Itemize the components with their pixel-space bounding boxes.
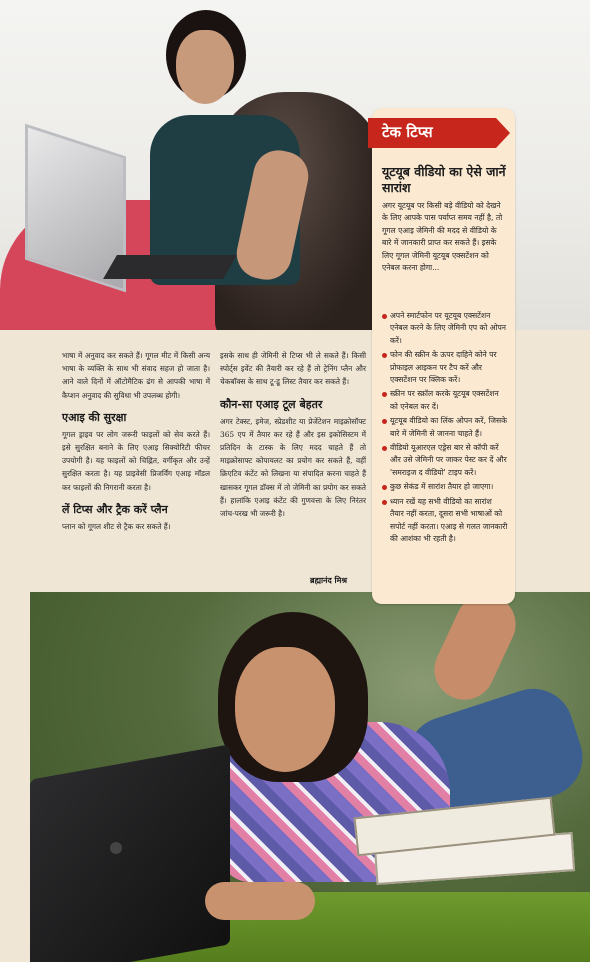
list-item-text: अपने स्मार्टफोन पर यूटयूब एक्सटेंशन एनेबल करने के लिए जेमिनी एप को ओपन करें। <box>390 311 507 345</box>
list-item <box>382 442 508 479</box>
list-item-text: ध्यान रखें यह सभी वीडियो का सारांश तैयार नहीं करता, दूसरा सभी भाषाओं को सपोर्ट नहीं करता। एआइ से गलत जानकारी की आशंका भी रहती है। <box>390 496 508 543</box>
subheading: लें टिप्स और ट्रैक करें प्लैन <box>62 502 168 516</box>
photo-shape <box>176 30 234 104</box>
list-item <box>382 388 508 413</box>
header-arrow-icon <box>496 118 510 148</box>
photo-shape <box>110 842 122 854</box>
subheading: एआइ की सुरक्षा <box>62 410 127 424</box>
bullet-icon <box>382 392 387 397</box>
list-item-text: स्क्रीन पर स्क्रॉल करके यूटयूब एक्सटेंशन को एनेबल कर दें। <box>390 389 499 411</box>
list-item-text: यूटयूब वीडियो का लिंक ओपन करें, जिसके बारे में जेमिनी से जानना चाहते हैं। <box>390 416 508 438</box>
paragraph: गूगल ड्राइव पर लोग जरूरी फाइलों को सेव करते हैं। इसे सुरक्षित बनाने के लिए एआइ सिक्योरिटी फीचर उपयोगी है। यह फाइलों को चिह्नित, वर्गीकृत और उन्हें सुरक्षित करता है। यह प्राइवेसी प्रिजर्विंग एआइ मॉडल कर फाइलों की निगरानी करता है। <box>62 429 210 492</box>
tip-intro: अगर यूटयूब पर किसी बड़े वीडियो को देखने के लिए आपके पास पर्याप्त समय नहीं है, तो गूगल एआइ जेमिनी की मदद से वीडियो के बारे में जानकारी प्राप्त कर सकते हैं। इसके लिए गूगल जेमिनी यूटयूब एक्सटेंशन को एनेबल करना होगा... <box>382 201 503 273</box>
paragraph: इसके साथ ही जेमिनी से टिप्स भी ले सकते हैं। किसी स्पोर्ट्स इवेंट की तैयारी कर रहे हैं तो ट्रेनिंग प्लैन और चेकबॉक्स के साथ टू-डू लिस्ट तैयार कर सकते हैं। <box>220 351 366 387</box>
photo-shape <box>425 592 526 710</box>
photo-shape <box>235 647 335 772</box>
photo-shape <box>103 255 237 279</box>
list-item-text: वीडियो यूआरएल एड्रेस बार से कॉपी करें और उसे जेमिनी पर जाकर पेस्ट कर दें और 'समराइज द वीडियो' टाइप करें। <box>390 443 507 477</box>
bullet-icon <box>382 500 387 505</box>
tip-list <box>382 310 508 547</box>
page-margin <box>0 330 30 592</box>
bullet-icon <box>382 446 387 451</box>
article-column-1 <box>62 349 210 533</box>
list-item-text: कुछ सेकंड में सारांश तैयार हो जाएगा। <box>390 482 494 492</box>
bullet-icon <box>382 314 387 319</box>
tip-title: यूटयूब वीडियो का ऐसे जानें सारांश <box>382 164 506 195</box>
list-item-text: फोन की स्क्रीन के ऊपर दाहिने कोने पर प्रोफाइल आइकन पर टैप करें और एक्सटेंशन पर क्लिक करें। <box>390 350 497 385</box>
paragraph: भाषा में अनुवाद कर सकते हैं। गूगल मीट में किसी अन्य भाषा के व्यक्ति के साथ भी संवाद सहज हो जाता है। आने वाले दिनों में ऑटोमैटिक ढंग से आपकी भाषा में कैप्शन अनुवाद की सुविधा भी उपलब्ध होगी। <box>62 351 210 400</box>
list-item <box>382 349 508 386</box>
paragraph: अगर टेक्स्ट, इमेज, स्प्रेडशीट या प्रेजेंटेशन माइक्रोसॉफ्ट 365 एप में तैयार कर रहे हैं और इस इकोसिस्टम में प्रतिदिन के टास्क के लिए मदद चाहते हैं तो माइक्रोसाफ्ट कोपायलट का प्रयोग कर सकते हैं, वहीं क्रिएटिव कंटेंट को लिखना या संपादित करना चाहते हैं खासकर गूगल डॉक्स में तो जेमिनी का प्रयोग कर सकते हैं। हालांकि एआइ कंटेंट की गुणवत्ता के लिए निरंतर जांच-परख भी जरूरी है। <box>220 416 366 519</box>
list-item <box>382 415 508 440</box>
list-item <box>382 481 508 493</box>
list-item <box>382 496 508 546</box>
photo-shape <box>355 807 570 882</box>
bullet-icon <box>382 419 387 424</box>
paragraph: प्लान को गूगल शीट से ट्रैक कर सकते हैं। <box>62 521 171 531</box>
list-item <box>382 310 508 347</box>
bottom-photo-girl-with-laptop <box>30 592 590 962</box>
tech-tips-header: टेक टिप्स <box>382 123 433 141</box>
photo-shape <box>205 882 315 920</box>
photo-shape <box>30 744 230 962</box>
bullet-icon <box>382 485 387 490</box>
article-column-2 <box>220 349 366 520</box>
subheading: कौन-सा एआइ टूल बेहतर <box>220 397 323 411</box>
bullet-icon <box>382 353 387 358</box>
author-byline: ब्रह्मानंद मिश्र <box>310 576 348 585</box>
